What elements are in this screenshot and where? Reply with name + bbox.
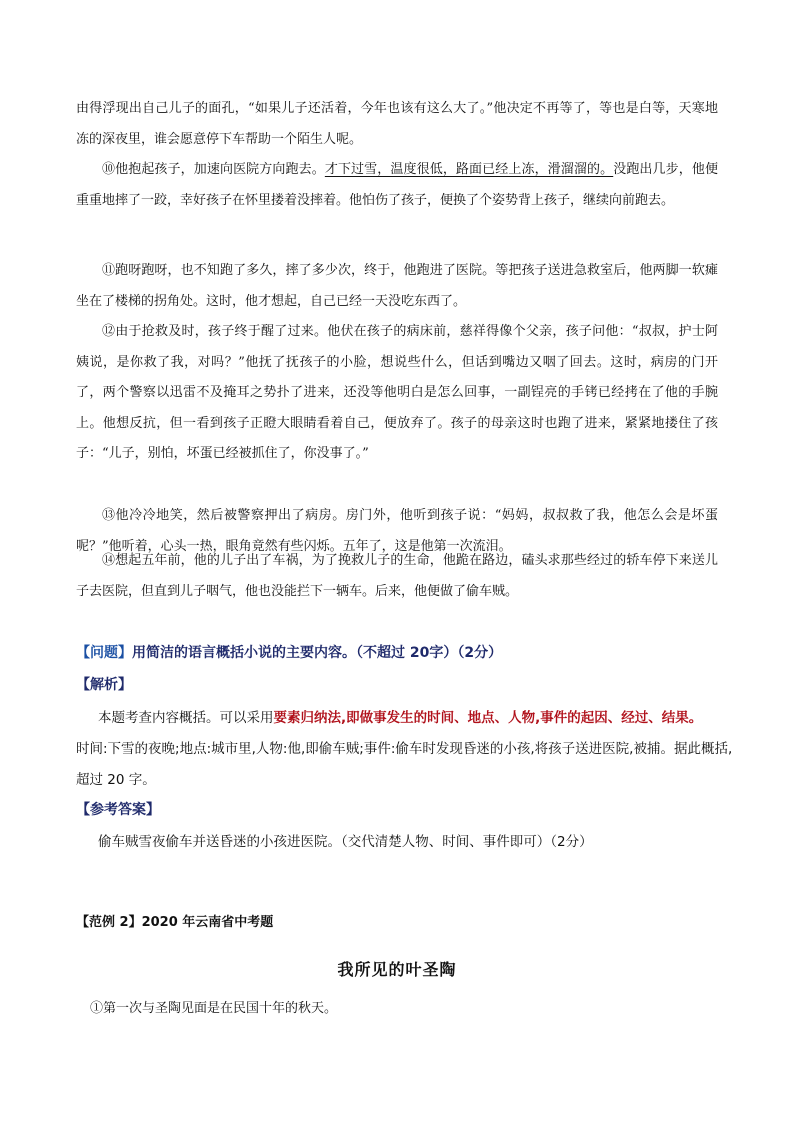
passage-paragraph-14: ⑭想起五年前，他的儿子出了车祸，为了挽救儿子的生命，他跪在路边，磕头求那些经过的轿车停下来送儿子去医院，但直到儿子咽气，他也没能拦下一辆车。后来，他便做了偷车贼。 bbox=[76, 553, 718, 599]
answer-tag: 【参考答案】 bbox=[76, 802, 160, 818]
paragraph-10-text-a: ⑩他抱起孩子，加速向医院方向跑去。 bbox=[102, 162, 325, 177]
paragraph-10-text-b: 没跑出几步，他便重重地摔了一跤，幸好孩子在怀里搂着没摔着。他怕伤了孩子，便换了个姿势背上孩子，继续向前跑去。 bbox=[76, 162, 718, 208]
analysis-highlight: 要素归纳法,即做事发生的时间、地点、人物,事件的起因、经过、结果。 bbox=[273, 710, 703, 726]
answer-text: 偷车贼雪夜偷车并送昏迷的小孩进医院。（交代清楚人物、时间、事件即可）（2分） bbox=[98, 834, 593, 850]
example-2-label: 【范例 2】2020 年云南省中考题 bbox=[76, 915, 274, 930]
analysis-intro bbox=[76, 703, 736, 734]
analysis-tag: 【解析】 bbox=[76, 677, 132, 693]
passage-paragraph-12: ⑫由于抢救及时，孩子终于醒了过来。他伏在孩子的病床前，慈祥得像个父亲，孩子问他：“叔叔，护士阿姨说，是你救了我，对吗？”他抚了抚孩子的小脸，想说些什么，但话到嘴边又咽了回去。这时，病房的门开了，两个警察以迅雷不及掩耳之势扑了进来，还没等他明白是怎么回事，一副锃亮的手铐已经拷在了他的手腕上。他想反抗，但一看到孩子正瞪大眼睛看着自己，便放弃了。孩子的母亲这时也跑了进来，紧紧地搂住了孩子：“儿子，别怕，坏蛋已经被抓住了，你没事了。” bbox=[76, 324, 718, 461]
passage-paragraph-continued: 由得浮现出自己儿子的面孔，“如果儿子还活着，今年也该有这么大了。”他决定不再等了，等也是白等，天寒地冻的深夜里，谁会愿意停下车帮助一个陌生人呢。 bbox=[76, 101, 718, 147]
question-text: 用简洁的语言概括小说的主要内容。（不超过 20字）（2分） bbox=[132, 645, 503, 661]
analysis-details: 时间:下雪的夜晚;地点:城市里,人物:他,即偷车贼;事件:偷车时发现昏迷的小孩,将孩子送进医院,被捕。据此概括,超过 20 字。 bbox=[76, 741, 733, 788]
analysis-intro-text: 本题考查内容概括。可以采用 bbox=[98, 710, 274, 726]
paragraph-10-underlined-text: 才下过雪，温度很低，路面已经上冻，滑溜溜的。 bbox=[324, 162, 614, 177]
article-first-line: ①第一次与圣陶见面是在民国十年的秋天。 bbox=[90, 1001, 338, 1016]
question-line bbox=[76, 641, 718, 665]
passage-paragraph-11: ⑪跑呀跑呀，也不知跑了多久，摔了多少次，终于，他跑进了医院。等把孩子送进急救室后，他两脚一软瘫坐在了楼梯的拐角处。这时，他才想起，自己已经一天没吃东西了。 bbox=[76, 263, 718, 309]
article-title: 我所见的叶圣陶 bbox=[337, 960, 457, 979]
passage-paragraph-13: ⑬他冷冷地笑，然后被警察押出了病房。房门外，他听到孩子说：“妈妈，叔叔救了我，他怎么会是坏蛋呢？”他听着，心头一热，眼角竟然有些闪烁。五年了，这是他第一次流泪。 bbox=[76, 508, 718, 554]
question-tag: 【问题】 bbox=[76, 645, 132, 661]
passage-paragraph-10 bbox=[76, 155, 718, 216]
